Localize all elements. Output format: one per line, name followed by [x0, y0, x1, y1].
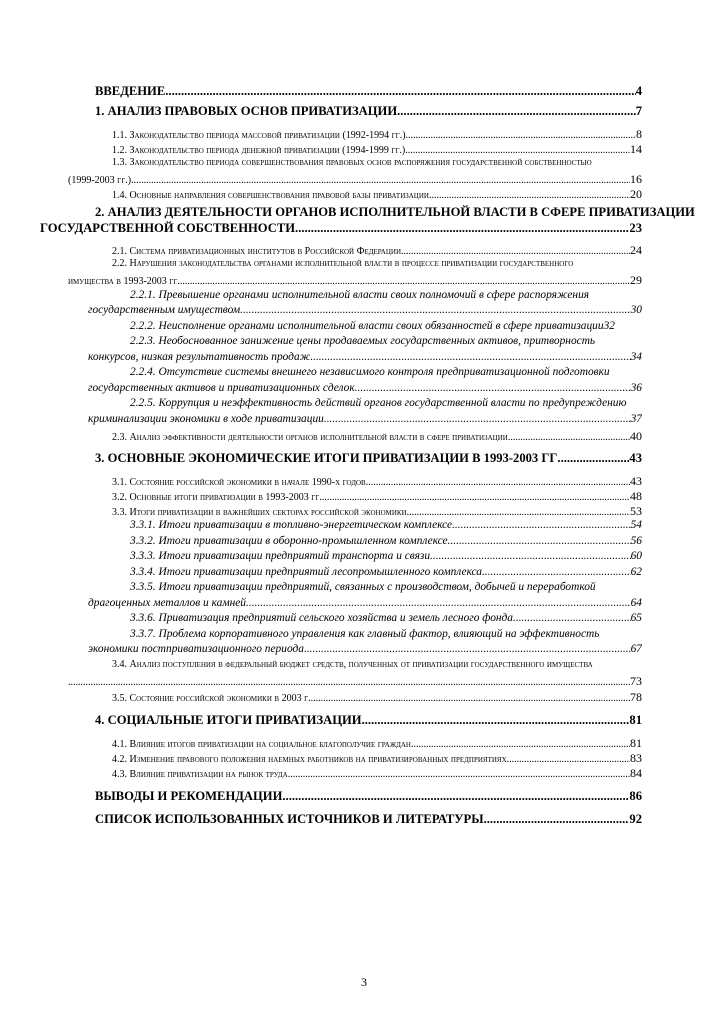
toc-entry-4[interactable] — [95, 713, 642, 728]
toc-page-number: 7 — [635, 104, 642, 118]
toc-page-number: 43 — [629, 451, 642, 465]
toc-entry-3-3-4[interactable] — [130, 566, 642, 578]
toc-page-number: 40 — [630, 429, 642, 443]
page-number: 3 — [361, 975, 367, 989]
toc-title: 4.1. Влияние итогов приватизации на социальное благополучие граждан — [112, 739, 411, 750]
toc-page-number: 60 — [630, 550, 642, 562]
toc-page-number: 16 — [630, 172, 642, 186]
toc-entry-2-2-line1[interactable]: 2.2. Нарушения законодательства органами исполнительной власти в процессе приватизации государственного — [112, 258, 574, 269]
toc-entry-1-1[interactable] — [112, 127, 642, 142]
toc-entry-1-3-line1[interactable]: 1.3. Законодательство периода совершенствования правовых основ распоряжения государственной собственностью — [112, 157, 592, 168]
toc-entry-1-2[interactable] — [112, 142, 642, 157]
toc-title: 3.3.1. Итоги приватизации в топливно-энергетическом комплексе — [130, 519, 453, 531]
toc-title: 1.1. Законодательство периода массовой приватизации (1992-1994 гг.) — [112, 130, 406, 141]
toc-title: государственных активов и приватизационных сделок — [88, 382, 355, 394]
toc-title: 1.4. Основные направления совершенствования правовой базы приватизации — [112, 190, 429, 201]
toc-title: СПИСОК ИСПОЛЬЗОВАННЫХ ИСТОЧНИКОВ И ЛИТЕРАТУРЫ — [95, 812, 484, 826]
toc-title: 2.1. Система приватизационных институтов в Российской Федерации — [112, 246, 402, 257]
leader-dots — [401, 246, 630, 257]
toc-page-number: 20 — [630, 187, 642, 201]
leader-dots — [282, 789, 629, 804]
toc-entry-2-2-3[interactable] — [88, 351, 642, 363]
toc-entry-2-line1[interactable]: 2. АНАЛИЗ ДЕЯТЕЛЬНОСТИ ОРГАНОВ ИСПОЛНИТЕЛЬНОЙ ВЛАСТИ В СФЕРЕ ПРИВАТИЗАЦИИ — [95, 205, 695, 219]
leader-dots — [319, 492, 630, 503]
toc-entry-3-3-7-line1[interactable]: 3.3.7. Проблема корпоративного управления как главный фактор, влияющий на эффективность — [130, 628, 600, 640]
toc-entry-2-2-3-line1[interactable]: 2.2.3. Необоснованное занижение цены продаваемых государственных активов, притворность — [130, 335, 596, 347]
toc-entry-4-1[interactable] — [112, 736, 642, 751]
leader-dots — [406, 130, 636, 141]
toc-page-number: 84 — [630, 766, 642, 780]
leader-dots — [366, 477, 630, 488]
toc-title: 3.3.2. Итоги приватизации в оборонно-промышленном комплексе — [130, 535, 448, 547]
toc-title: криминализации экономики в ходе приватизации — [88, 413, 324, 425]
leader-dots — [362, 713, 630, 728]
toc-entry-1[interactable] — [95, 104, 642, 119]
leader-dots — [430, 550, 631, 562]
toc-title: имущества в 1993-2003 гг — [68, 276, 178, 287]
toc-entry-3-3-7[interactable] — [88, 643, 642, 655]
leader-dots — [131, 175, 630, 186]
toc-entry-3-3-3[interactable] — [130, 550, 642, 562]
toc-title: экономики постприватизационного периода — [88, 643, 304, 655]
leader-dots — [429, 190, 630, 201]
toc-title: 3.3. Итоги приватизации в важнейших секторах российской экономики — [112, 507, 407, 518]
leader-dots — [557, 451, 629, 466]
toc-page-number: 23 — [629, 221, 642, 235]
leader-dots — [240, 304, 630, 316]
toc-page-number: 4 — [635, 84, 642, 98]
leader-dots — [484, 812, 630, 827]
leader-dots — [452, 519, 631, 531]
toc-page-number: 65 — [630, 612, 642, 624]
toc-entry-2-3[interactable] — [112, 429, 642, 444]
toc-entry-3-3-1[interactable] — [130, 519, 642, 531]
toc-title: 2.2.2. Неисполнение органами исполнительной власти своих обязанностей в сфере приватизации — [130, 320, 604, 332]
toc-title: 3.3.6. Приватизация предприятий сельского хозяйства и земель лесного фонда — [130, 612, 514, 624]
toc-page-number: 43 — [630, 474, 642, 488]
leader-dots — [405, 145, 630, 156]
toc-page-number: 73 — [630, 674, 642, 688]
toc-entry-2-2[interactable] — [68, 273, 642, 288]
leader-dots — [295, 221, 629, 236]
toc-title: 3.1. Состояние российской экономики в начале 1990-х годов — [112, 477, 366, 488]
toc-title: 4.3. Влияние приватизации на рынок труда — [112, 769, 288, 780]
toc-title: 2.3. Анализ эффективности деятельности органов исполнительной власти в сфере приватизации — [112, 432, 508, 443]
toc-page-number: 92 — [629, 812, 642, 826]
leader-dots — [411, 739, 630, 750]
toc-page-number: 8 — [636, 127, 642, 141]
toc-title: 1. АНАЛИЗ ПРАВОВЫХ ОСНОВ ПРИВАТИЗАЦИИ — [95, 104, 398, 118]
toc-title: 3.5. Состояние российской экономики в 2003 г — [112, 693, 309, 704]
toc-page-number: 32 — [603, 320, 615, 332]
toc-title: государственным имуществом — [88, 304, 241, 316]
toc-page-number: 81 — [629, 713, 642, 727]
toc-page-number: 36 — [630, 382, 642, 394]
leader-dots — [177, 276, 630, 287]
toc-entry-2-2-2[interactable] — [130, 320, 652, 332]
toc-page-number: 48 — [630, 489, 642, 503]
leader-dots — [507, 754, 630, 765]
toc-entry-3-3[interactable] — [112, 504, 642, 519]
toc-title: 4. СОЦИАЛЬНЫЕ ИТОГИ ПРИВАТИЗАЦИИ — [95, 713, 362, 727]
toc-entry-3[interactable] — [95, 451, 642, 466]
leader-dots — [448, 535, 631, 547]
toc-entry-3-1[interactable] — [112, 474, 642, 489]
toc-title: 4.2. Изменение правового положения наемных работников на приватизированных предприятиях — [112, 754, 507, 765]
toc-entry-2-2-1[interactable] — [88, 304, 642, 316]
toc-page-number: 67 — [630, 643, 642, 655]
toc-entry-3-3-6[interactable] — [130, 612, 642, 624]
leader-dots — [397, 104, 636, 119]
toc-page-number: 83 — [630, 751, 642, 765]
toc-entry-2-2-4-line1[interactable]: 2.2.4. Отсутствие системы внешнего независимого контроля предприватизационной подготовки — [130, 366, 610, 378]
toc-page-number: 54 — [630, 519, 642, 531]
toc-entry-1-4[interactable] — [112, 187, 642, 202]
toc-page-number: 30 — [630, 304, 642, 316]
leader-dots — [68, 677, 630, 688]
leader-dots — [482, 566, 631, 578]
toc-title: 3. ОСНОВНЫЕ ЭКОНОМИЧЕСКИЕ ИТОГИ ПРИВАТИЗАЦИИ В 1993-2003 ГГ — [95, 451, 558, 465]
toc-title: 3.2. Основные итоги приватизации в 1993-2003 гг — [112, 492, 320, 503]
toc-title: (1999-2003 гг.) — [68, 175, 132, 186]
toc-entry-3-4-line1[interactable]: 3.4. Анализ поступления в федеральный бюджет средств, полученных от приватизации государственного имущества — [112, 659, 593, 670]
leader-dots — [288, 769, 630, 780]
toc-entry-2-2-5[interactable] — [88, 413, 642, 425]
toc-entry-sources[interactable] — [95, 812, 642, 827]
toc-entry-4-3[interactable] — [112, 766, 642, 781]
toc-title: 1.2. Законодательство периода денежной приватизации (1994-1999 гг.) — [112, 145, 406, 156]
leader-dots — [355, 382, 631, 394]
toc-entry-3-2[interactable] — [112, 489, 642, 504]
toc-title: 3.3.3. Итоги приватизации предприятий транспорта и связи — [130, 550, 431, 562]
toc-page-number: 56 — [630, 535, 642, 547]
toc-page-number: 86 — [629, 789, 642, 803]
leader-dots — [508, 432, 630, 443]
leader-dots — [308, 693, 630, 704]
leader-dots — [310, 351, 630, 363]
toc-entry-2-2-4[interactable] — [88, 382, 642, 394]
toc-entry-3-3-5[interactable] — [88, 597, 642, 609]
toc-title: драгоценных металлов и камней — [88, 597, 246, 609]
toc-title: 3.3.4. Итоги приватизации предприятий лесопромышленного комплекса — [130, 566, 482, 578]
toc-entry-conclusions[interactable] — [95, 789, 642, 804]
toc-entry-3-4[interactable] — [68, 674, 642, 689]
toc-entry-intro[interactable] — [95, 84, 642, 99]
toc-page-number: 78 — [630, 690, 642, 704]
toc-entry-2-2-5-line1[interactable]: 2.2.5. Коррупция и неэффективность действий органов государственной власти по предупреждению — [130, 397, 627, 409]
toc-entry-4-2[interactable] — [112, 751, 642, 766]
leader-dots — [513, 612, 631, 624]
toc-title: конкурсов, низкая результативность продаж — [88, 351, 311, 363]
toc-page-number: 29 — [630, 273, 642, 287]
leader-dots — [304, 643, 631, 655]
toc-title: ГОСУДАРСТВЕННОЙ СОБСТВЕННОСТИ — [40, 221, 296, 235]
toc-entry-3-3-2[interactable] — [130, 535, 642, 547]
toc-page-number: 64 — [630, 597, 642, 609]
toc-entry-2-2-1-line1[interactable]: 2.2.1. Превышение органами исполнительной власти своих полномочий в сфере распоряжения — [130, 289, 590, 301]
toc-title: ВВЕДЕНИЕ — [95, 84, 166, 98]
toc-entry-2-1[interactable] — [112, 243, 642, 258]
toc-page-number: 81 — [630, 736, 642, 750]
toc-page-number: 53 — [630, 504, 642, 518]
leader-dots — [246, 597, 631, 609]
toc-page-number: 14 — [630, 142, 642, 156]
toc-entry-3-5[interactable] — [112, 690, 642, 705]
toc-page-number: 34 — [630, 351, 642, 363]
toc-entry-3-3-5-line1[interactable]: 3.3.5. Итоги приватизации предприятий, связанных с производством, добычей и переработкой — [130, 581, 596, 593]
toc-entry-1-3[interactable] — [68, 172, 642, 187]
toc-entry-2[interactable] — [40, 221, 642, 236]
leader-dots — [407, 507, 630, 518]
leader-dots — [165, 84, 635, 99]
toc-title: ВЫВОДЫ И РЕКОМЕНДАЦИИ — [95, 789, 283, 803]
toc-page-number: 62 — [630, 566, 642, 578]
leader-dots — [324, 413, 631, 425]
toc-page-number: 37 — [630, 413, 642, 425]
toc-page-number: 24 — [630, 243, 642, 257]
